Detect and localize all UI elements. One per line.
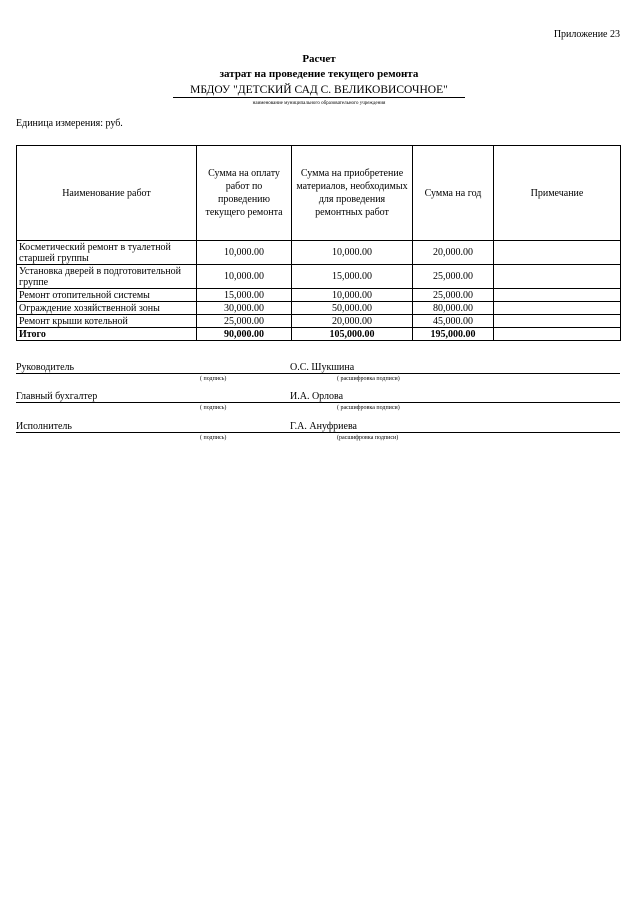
cell-labor: 15,000.00 [197, 289, 292, 302]
col-header-name: Наименование работ [17, 146, 197, 241]
cell-labor: 25,000.00 [197, 315, 292, 328]
total-row [17, 328, 621, 341]
cell-note [494, 241, 621, 265]
cell-name: Установка дверей в подготовительной группе [17, 265, 197, 289]
organization-name: МБДОУ "ДЕТСКИЙ САД С. ВЕЛИКОВИСОЧНОЕ" [173, 83, 465, 98]
table-row [17, 289, 621, 302]
total-labor: 90,000.00 [197, 328, 292, 341]
table-row [17, 241, 621, 265]
name-caption: ( расшифровка подписи) [337, 376, 400, 382]
cell-materials: 10,000.00 [292, 241, 413, 265]
signature-name-director: О.С. Шукшина [290, 362, 355, 373]
cell-labor: 10,000.00 [197, 241, 292, 265]
cell-labor: 10,000.00 [197, 265, 292, 289]
cell-year: 25,000.00 [413, 289, 494, 302]
signature-caption: ( подпись) [200, 405, 227, 411]
name-caption: (расшифровка подписи) [337, 435, 399, 441]
cell-note [494, 265, 621, 289]
table-row [17, 265, 621, 289]
repair-costs-table [16, 145, 621, 341]
total-materials: 105,000.00 [292, 328, 413, 341]
cell-year: 80,000.00 [413, 302, 494, 315]
document-title: Расчет [302, 53, 336, 65]
signature-line [16, 432, 620, 433]
signature-line [16, 373, 620, 374]
signature-role-executor: Исполнитель [16, 421, 72, 432]
total-label: Итого [17, 328, 197, 341]
cell-note [494, 315, 621, 328]
table-row [17, 302, 621, 315]
total-note [494, 328, 621, 341]
cell-note [494, 302, 621, 315]
cell-name: Ремонт отопительной системы [17, 289, 197, 302]
total-year: 195,000.00 [413, 328, 494, 341]
table-row [17, 315, 621, 328]
cell-materials: 15,000.00 [292, 265, 413, 289]
col-header-labor: Сумма на оплату работ по проведению текущего ремонта [197, 146, 292, 241]
cell-name: Ограждение хозяйственной зоны [17, 302, 197, 315]
cell-year: 20,000.00 [413, 241, 494, 265]
cell-note [494, 289, 621, 302]
cell-materials: 10,000.00 [292, 289, 413, 302]
cell-materials: 20,000.00 [292, 315, 413, 328]
unit-of-measure: Единица измерения: руб. [16, 118, 123, 129]
col-header-note: Примечание [494, 146, 621, 241]
cell-name: Ремонт крыши котельной [17, 315, 197, 328]
signature-line [16, 402, 620, 403]
organization-caption: наименование муниципального образовательного учреждения [252, 101, 386, 106]
signature-role-director: Руководитель [16, 362, 75, 373]
cell-labor: 30,000.00 [197, 302, 292, 315]
cell-year: 25,000.00 [413, 265, 494, 289]
name-caption: ( расшифровка подписи) [337, 405, 400, 411]
cell-year: 45,000.00 [413, 315, 494, 328]
signature-caption: ( подпись) [200, 376, 227, 382]
signature-name-accountant: И.А. Орлова [290, 391, 344, 402]
signature-caption: ( подпись) [200, 435, 227, 441]
col-header-year: Сумма на год [413, 146, 494, 241]
signature-name-executor: Г.А. Ануфриева [290, 421, 357, 432]
signature-role-accountant: Главный бухгалтер [16, 391, 98, 402]
cell-materials: 50,000.00 [292, 302, 413, 315]
col-header-materials: Сумма на приобретение материалов, необходимых для проведения ремонтных работ [292, 146, 413, 241]
cell-name: Косметический ремонт в туалетной старшей группы [17, 241, 197, 265]
document-subtitle: затрат на проведение текущего ремонта [219, 68, 419, 80]
table-header-row [17, 146, 621, 241]
appendix-label: Приложение 23 [553, 29, 620, 40]
